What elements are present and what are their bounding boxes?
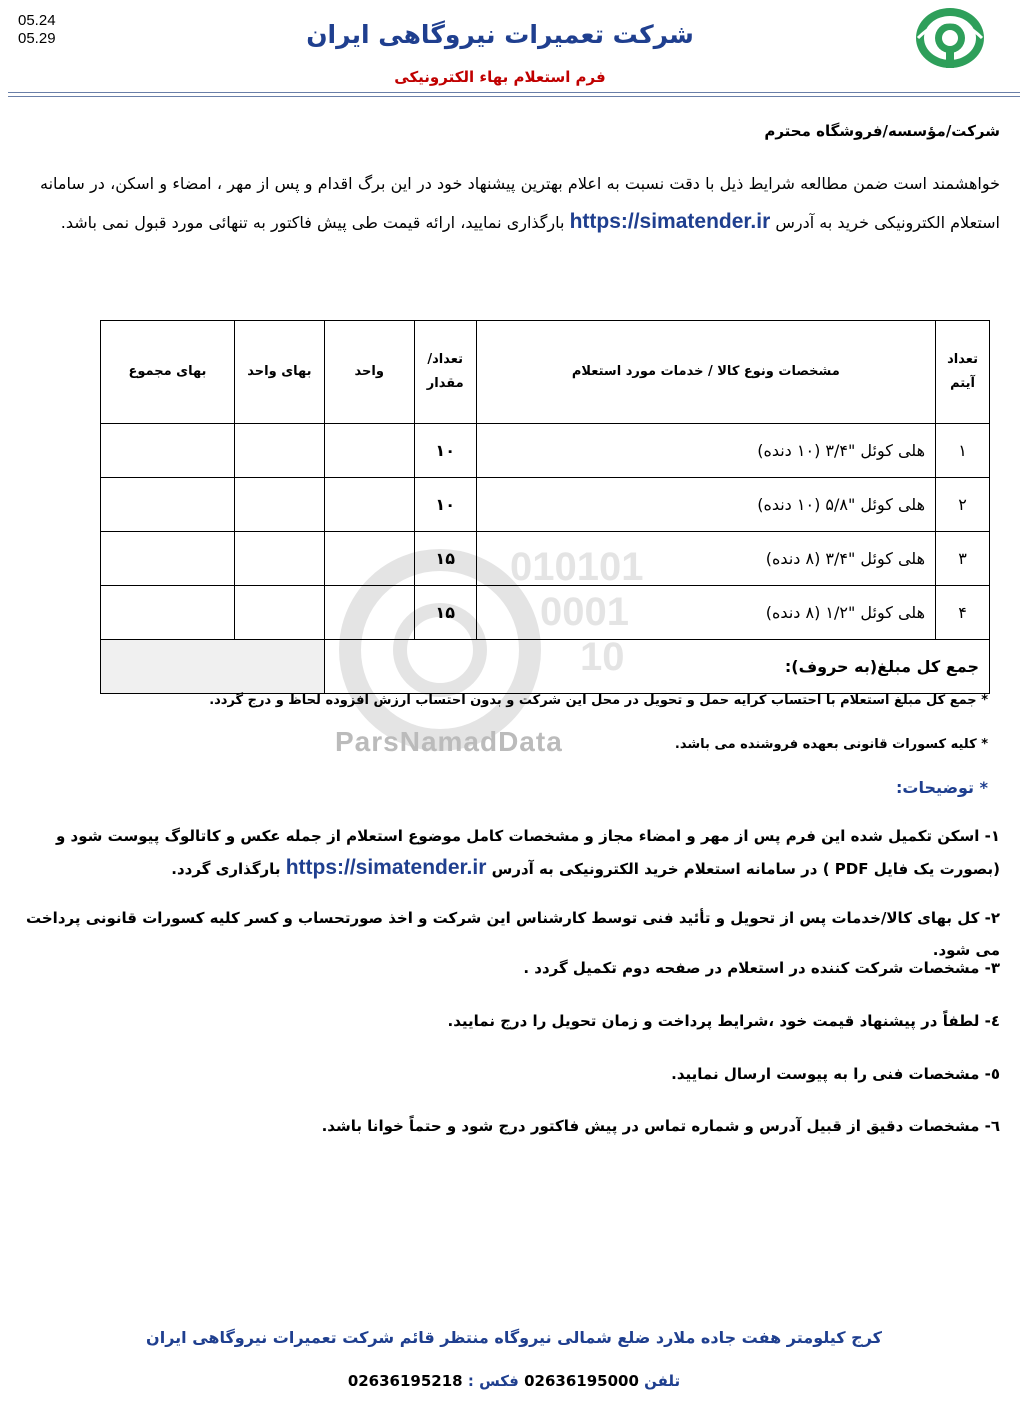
- sum-in-words-field[interactable]: [101, 640, 325, 694]
- header-quantity: تعداد/ مقدار: [414, 321, 476, 424]
- row-quantity: ۱۰: [414, 424, 476, 478]
- row-number: ۲: [936, 478, 990, 532]
- header-description: مشخصات ونوع کالا / خدمات مورد استعلام: [476, 321, 935, 424]
- row-unit-price-field[interactable]: [234, 586, 324, 640]
- fax-label: فکس :: [467, 1372, 519, 1390]
- header-unit: واحد: [324, 321, 414, 424]
- row-quantity: ۱۰: [414, 478, 476, 532]
- date-line-1: 05.24: [18, 12, 56, 29]
- row-unit-field[interactable]: [324, 424, 414, 478]
- explanation-item-6: ٦- مشخصات دقیق از قبیل آدرس و شماره تماس در پیش فاکتور درج شود و حتماً خوانا باشد.: [321, 1117, 1000, 1135]
- explanation-item-4: ٤- لطفاً در پیشنهاد قیمت خود ،شرایط پرداخت و زمان تحویل را درج نمایید.: [447, 1012, 1000, 1030]
- phone-label: تلفن: [644, 1372, 681, 1390]
- row-total-field[interactable]: [101, 586, 235, 640]
- watermark-brand: ParsNamadData: [335, 726, 563, 757]
- date-stamps: [18, 12, 56, 48]
- intro-text-before: خواهشمند است ضمن مطالعه شرایط ذیل با دقت نسبت به اعلام بهترین پیشنهاد خود در این برگ اقدام و پس از مهر ، امضاء و اسکن، در سامانه استعلام الکترونیکی خرید به آدرس: [40, 174, 1000, 232]
- explanations-title: * توضیحات:: [896, 778, 988, 797]
- row-unit-price-field[interactable]: [234, 532, 324, 586]
- table-row: [101, 424, 990, 478]
- row-quantity: ۱۵: [414, 586, 476, 640]
- table-row: [101, 478, 990, 532]
- row-quantity: ۱۵: [414, 532, 476, 586]
- explanation-item-5: ٥- مشخصات فنی را به پیوست ارسال نمایید.: [671, 1065, 1000, 1083]
- phone-number: 02636195000: [524, 1372, 639, 1390]
- row-number: ۱: [936, 424, 990, 478]
- table-row: [101, 586, 990, 640]
- row-unit-field[interactable]: [324, 478, 414, 532]
- svg-text:010101: 010101: [510, 545, 644, 589]
- footer-contact: [100, 1372, 928, 1390]
- row-description: هلی کوئل "۱/۲ (۸ دنده): [476, 586, 935, 640]
- form-title: فرم استعلام بهاء الکترونیکی: [394, 68, 606, 86]
- header-divider-thin: [8, 96, 1020, 97]
- row-number: ۳: [936, 532, 990, 586]
- tender-url-link[interactable]: https://simatender.ir: [569, 210, 771, 233]
- row-total-field[interactable]: [101, 532, 235, 586]
- header-unit-price: بهای واحد: [234, 321, 324, 424]
- tender-url-link-2[interactable]: https://simatender.ir: [285, 856, 487, 879]
- sum-row: [101, 640, 990, 694]
- row-total-field[interactable]: [101, 424, 235, 478]
- header-divider: [8, 92, 1020, 93]
- intro-text-after: بارگذاری نمایید، ارائه قیمت طی پیش فاکتور به تنهائی مورد قبول نمی باشد.: [60, 213, 565, 232]
- explanation-1-text-after: بارگذاری گردد.: [171, 860, 281, 878]
- footer-address: کرج کیلومتر هفت جاده ملارد ضلع شمالی نیروگاه منتظر قائم شرکت تعمیرات نیروگاهی ایران: [146, 1328, 882, 1347]
- row-total-field[interactable]: [101, 478, 235, 532]
- header-total-price: بهای مجموع: [101, 321, 235, 424]
- salutation: شرکت/مؤسسه/فروشگاه محترم: [764, 122, 1000, 140]
- date-line-2: 05.29: [18, 30, 56, 47]
- svg-text:0001: 0001: [540, 590, 629, 634]
- intro-paragraph: [40, 165, 1000, 242]
- items-table: [100, 320, 990, 694]
- header-item-count: تعداد آیتم: [936, 321, 990, 424]
- row-number: ۴: [936, 586, 990, 640]
- svg-text:10: 10: [580, 635, 625, 679]
- table-header-row: [101, 321, 990, 424]
- table-row: [101, 532, 990, 586]
- note-deductions: * کلیه کسورات قانونی بعهده فروشنده می باشد.: [674, 737, 988, 752]
- row-unit-field[interactable]: [324, 586, 414, 640]
- fax-number: 02636195218: [347, 1372, 463, 1390]
- explanation-1-text: ۱- اسکن تکمیل شده این فرم پس از مهر و امضاء مجاز و مشخصات کامل موضوع استعلام از جمله عکس و کاتالوگ پیوست شود و (بصورت یک فایل PDF ) در سامانه استعلام خرید الکترونیکی به آدرس: [55, 827, 1000, 878]
- row-unit-price-field[interactable]: [234, 478, 324, 532]
- row-unit-field[interactable]: [324, 532, 414, 586]
- note-shipping: * جمع کل مبلغ استعلام با احتساب کرایه حمل و تحویل در محل این شرکت و بدون احتساب ارزش افزوده لحاظ و درج گردد.: [209, 693, 988, 708]
- explanation-item-1: [25, 820, 1000, 885]
- row-description: هلی کوئل "۳/۴ (۸ دنده): [476, 532, 935, 586]
- explanation-item-2: ۲- کل بهای کالا/خدمات پس از تحویل و تأئید فنی توسط کارشناس این شرکت و اخذ صورتحساب و کسر کلیه کسورات قانونی پرداخت می شود.: [25, 909, 1000, 959]
- explanation-item-3: ۳- مشخصات شرکت کننده در استعلام در صفحه دوم تکمیل گردد .: [523, 959, 1000, 977]
- row-unit-price-field[interactable]: [234, 424, 324, 478]
- company-logo: [910, 2, 990, 72]
- sum-label: جمع کل مبلغ(به حروف):: [324, 640, 989, 694]
- company-name: شرکت تعمیرات نیروگاهی ایران: [306, 20, 694, 49]
- row-description: هلی کوئل "۳/۴ (۱۰ دنده): [476, 424, 935, 478]
- row-description: هلی کوئل "۵/۸ (۱۰ دنده): [476, 478, 935, 532]
